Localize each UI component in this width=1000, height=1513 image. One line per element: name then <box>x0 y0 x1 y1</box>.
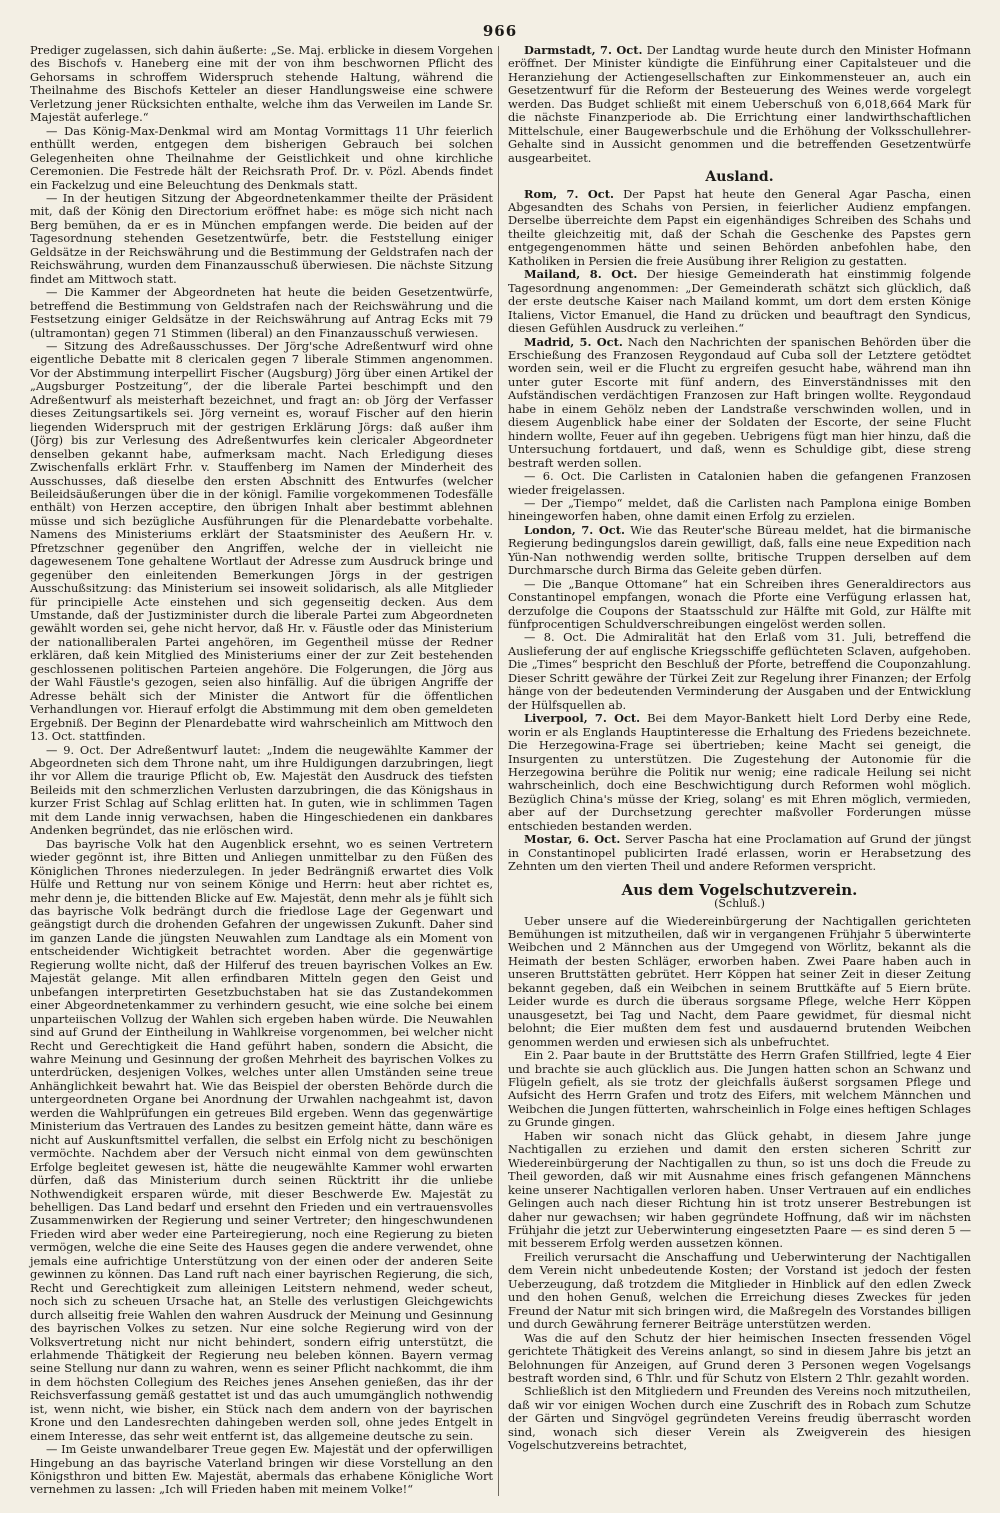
right-column <box>508 44 971 1484</box>
paragraph-text: — Der „Tiempo“ meldet, daß die Carlisten nach Pamplona einige Bomben hineingeworfen haben, ohne damit einen Erfolg zu erzielen. <box>508 495 971 524</box>
paragraph-text: Bei dem Mayor-Bankett hielt Lord Derby eine Rede, worin er als Englands Hauptinteresse die Erhaltung des Friedens bezeichnete. Die Herzegowina-Frage sei übertrieben; keine Macht sei geneigt, die Insurgenten zu unterstützen. Die Zugestehung der Autonomie für die Herzegowina berühre die Politik nur wenig; eine radicale Heilung sei nicht wahrscheinlich, doch eine Beschwichtigung durch Reformen wohl möglich. Bezüglich China's müsse der Krieg, solang' es mit Ehren möglich, vermieden, aber auf der Durchsetzung gerechter maßvoller Forderungen müsse entschieden bestanden werden. <box>508 711 971 833</box>
paragraph-text: Der hiesige Gemeinderath hat einstimmig folgende Tagesordnung angenommen: „Der Gemeinderath schätzt sich glücklich, daß der erste deutsche Kaiser nach Mailand kommt, um dort dem ersten Könige Italiens, Victor Emanuel, die Hand zu drücken und beauftragt den Syndicus, diesen Gefühlen Ausdruck zu verleihen.“ <box>508 267 971 336</box>
dateline: Madrid, 5. Oct. <box>524 334 623 349</box>
column-divider <box>498 46 499 1496</box>
left-column <box>30 43 493 1497</box>
paragraph-text: Der Papst hat heute den General Agar Pascha, einen Abgesandten des Schahs von Persien, in feierlicher Audienz empfangen. Derselbe überreichte dem Papst ein eigenhändiges Schreiben des Schahs und theilte gleichzeitig mit, daß der Schah die Geschenke des Papstes gern entgegengenommen hätte und seinen Behörden anbefohlen habe, den Katholiken in Persien die freie Ausübung ihrer Religion zu gestatten. <box>508 186 971 268</box>
news-paragraph <box>508 336 971 471</box>
dateline: London, 7. Oct. <box>524 522 625 537</box>
news-paragraph <box>508 1251 971 1332</box>
news-paragraph <box>30 838 493 1443</box>
paragraph-text: Freilich verursacht die Anschaffung und Ueberwinterung der Nachtigallen dem Verein nicht unbedeutende Kosten; der Vorstand ist jedoch der festen Ueberzeugung, daß trotzdem die Mitglieder in Hinblick auf den edlen Zweck und den hohen Genuß, welchen die Erreichung dieses Zweckes für jeden Freund der Natur mit sich bringen wird, die Maßregeln des Vorstandes billigen und durch Gewährung fernerer Beiträge unterstützen werden. <box>508 1249 971 1332</box>
news-paragraph <box>508 712 971 833</box>
news-paragraph <box>508 1385 971 1452</box>
paragraph-text: — 8. Oct. Die Admiralität hat den Erlaß vom 31. Juli, betreffend die Auslieferung der auf englische Kriegsschiffe geflüchteten Sclaven, aufgehoben. Die „Times“ bespricht den Beschluß der Pforte, betreffend die Couponzahlung. Dieser Schritt gewähre der Türkei Zeit zur Regelung ihrer Finanzen; der Erfolg hänge von der bedeutenden Verminderung der Ausgaben und der Entwicklung der Hülfsquellen ab. <box>508 630 971 712</box>
paragraph-text: Wie das Reuter'sche Büreau meldet, hat die birmanische Regierung bedingungslos darein gewilligt, daß, falls eine neue Expedition nach Yün-Nan nothwendig werden sollte, britische Truppen derselben auf dem Durchmarsche durch Birma das Geleite geben dürfen. <box>508 522 972 578</box>
news-paragraph <box>508 44 971 165</box>
news-paragraph <box>508 497 971 524</box>
page-number: 966 <box>482 22 518 40</box>
paragraph-text: — Sitzung des Adreßausschusses. Der Jörg'sche Adreßentwurf wird ohne eigentliche Debatte mit 8 clericalen gegen 7 liberale Stimmen angenommen. Vor der Abstimmung interpellirt Fischer (Augsburg) Jörg über einen Artikel der „Augsburger Postzeitung“, der die liberale Partei beschimpft und den Adreßentwurf als meisterhaft bezeichnet, und fragt an: ob Jörg der Verfasser dieses Zeitungsartikels sei. Jörg verneint es, worauf Fischer auf den hierin liegenden Widerspruch mit der gestrigen Erklärung Jörgs: daß außer ihm (Jörg) bis zur Verlesung des Adreßentwurfes kein clericaler Abgeordneter denselben gekannt habe, aufmerksam macht. Nach Erledigung dieses Zwischenfalls erklärt Frhr. v. Stauffenberg im Namen der Minderheit des Ausschusses, daß dieselbe den ersten Abschnitt des Entwurfes (welcher Beileidsäußerungen über die in der königl. Familie vorgekommenen Todesfälle enthält) von Herzen acceptire, den übrigen Inhalt aber bestimmt ablehnen müsse und sich bezügliche Ausführungen für die Plenardebatte vorbehalte. Namens des Ministeriums erklärt der Staatsminister des Aeußern Hr. v. Pfretzschner gegenüber den Angriffen, welche der in vielleicht nie dagewesenem Tone gehaltene Wortlaut der Adresse zum Ausdruck bringe und gegenüber den einleitenden Bemerkungen Jörgs in der gestrigen Ausschußsitzung: das Ministerium sei insoweit solidarisch, als alle Mitglieder für principielle Acte einstehen und sich gegenseitig decken. Aus dem Umstande, daß der Justizminister durch die liberale Partei zum Abgeordneten gewählt worden sei, gehe nicht hervor, daß Hr. v. Fäustle oder das Ministerium der nationalliberalen Partei angehören, im Gegentheil müsse der Redner erklären, daß kein Mitglied des Ministeriums einer der zur Zeit bestehenden geschlossenen politischen Parteien angehöre. Die Folgerungen, die Jörg aus der Wahl Fäustle's gezogen, seien also hinfällig. Auf die übrigen Angriffe der Adresse behält sich der Minister die Antwort für die öffentlichen Verhandlungen vor. Hierauf erfolgt die Abstimmung mit dem oben gemeldeten Ergebniß. Der Beginn der Plenardebatte wird wahrscheinlich am Mittwoch den 13. Oct. stattfinden. <box>30 338 493 744</box>
news-paragraph <box>508 524 971 578</box>
paragraph-text: Der Landtag wurde heute durch den Minister Hofmann eröffnet. Der Minister kündigte die Einführung einer Capitalsteuer und die Heranziehung der Actiengesellschaften zur Einkommensteuer an, auch ein Gesetzentwurf für die Reform der Besteuerung des Weines werde vorgelegt werden. Das Budget schließt mit einem Ueberschuß von 6,018,664 Mark für die nächste Finanzperiode ab. Die Errichtung einer landwirthschaftlichen Mittelschule, einer Baugewerbschule und die Erhöhung der Volksschullehrer-Gehalte sind in Aussicht genommen und die betreffenden Gesetzentwürfe ausgearbeitet. <box>508 43 971 165</box>
paragraph-text: Ueber unsere auf die Wiedereinbürgerung der Nachtigallen gerichteten Bemühungen ist mitzutheilen, daß wir in vergangenen Frühjahr 5 überwinterte Weibchen und 2 Männchen aus der Umgegend von Wörlitz, bekannt als die Heimath der besten Schläger, erworben haben. Zwei Paare haben auch in unseren Bruttstätten gebrütet. Herr Köppen hat seiner Zeit in dieser Zeitung bekannt gegeben, daß ein Weibchen in seinem Bruttkäfte auf 5 Eiern brüte. Leider wurde es durch die überaus sorgsame Pflege, welche Herr Köppen unausgesetzt, bei Tag und Nacht, dem Paare gewidmet, für diesmal nicht belohnt; die Eier mußten dem fest und ausdauernd brutenden Weibchen genommen werden und erwiesen sich als unbefruchtet. <box>508 913 971 1049</box>
news-paragraph <box>508 1049 971 1130</box>
paragraph-text: Nach den Nachrichten der spanischen Behörden über die Erschießung des Franzosen Reygondaud auf Cuba soll der Letztere getödtet worden sein, weil er die Flucht zu ergreifen gesucht habe, während man ihn unter guter Escorte mit fünf andern, des Einverständnisses mit den Aufständischen verdächtigen Franzosen zur Haft bringen wollte. Reygondaud habe in einem Gehölz neben der Landstraße verschwinden wollen, und in diesem Augenblick habe einer der Soldaten der Escorte, der seine Flucht hindern wollte, Feuer auf ihn gegeben. Uebrigens fügt man hier hinzu, daß die Untersuchung fortdauert, und daß, wenn es Schuldige gibt, diese streng bestraft werden sollen. <box>508 334 972 470</box>
news-paragraph <box>508 833 971 873</box>
paragraph-text: — In der heutigen Sitzung der Abgeordnetenkammer theilte der Präsident mit, daß der König den Directorium eröffnet habe: es möge sich nicht nach Berg bemühen, da er es in München empfangen werde. Die beiden auf der Tagesordnung stehenden Gesetzentwürfe, betr. die Feststellung einiger Geldsätze in der Reichswährung und die Bestimmung der Geldstrafen nach der Reichswährung, wurden dem Finanzausschuß überwiesen. Die nächste Sitzung findet am Mittwoch statt. <box>30 190 493 286</box>
paragraph-text: — Im Geiste unwandelbarer Treue gegen Ew. Majestät und der opferwilligen Hingebung an das bayrische Vaterland bringen wir diese Vorstellung an den Königsthron und bitten Ew. Majestät, abermals das erhabene Königliche Wort vernehmen zu lassen: „Ich will Frieden haben mit meinem Volke!“ <box>30 1442 493 1497</box>
paragraph-text: Das bayrische Volk hat den Augenblick ersehnt, wo es seinen Vertretern wieder gegönnt ist, ihre Bitten und Anliegen unmittelbar zu den Füßen des Königlichen Thrones niederzulegen. In jeder Bedrängniß erwartet dies Volk Hülfe und Rettung nur von seinem Könige und Herrn: heut aber richtet es, mehr denn je, die bittenden Blicke auf Ew. Majestät, denn mehr als je fühlt sich das bayrische Volk bedrängt durch die friedlose Lage der Gegenwart und geängstigt durch die drohenden Gefahren der ungewissen Zukunft. Daher sind im ganzen Lande die jüngsten Neuwahlen zum Landtage als ein Moment von entscheidender Wichtigkeit betrachtet worden. Aber die gegenwärtige Regierung wollte nicht, daß der Hilferuf des treuen bayrischen Volkes an Ew. Majestät gelange. Mit allen erfindbaren Mitteln gegen den Geist und unbefangen interpretirten Gesetzbuchstaben hat sie das Zustandekommen einer Abgeordnetenkammer zu verhindern gesucht, wie eine solche bei einem unparteiischen Vollzug der Wahlen sich ergeben haben würde. Die Neuwahlen sind auf Grund der Eintheilung in Wahlkreise vorgenommen, bei welcher nicht Recht und Gerechtigkeit die Hand geführt haben, sondern die Absicht, die wahre Meinung und Gesinnung der großen Mehrheit des bayrischen Volkes zu unterdrücken, desjenigen Volkes, welches unter allen Umständen seine treue Anhänglichkeit bewahrt hat. Wie das Beispiel der obersten Behörde durch die untergeordneten Organe bei Anordnung der Urwahlen nachgeahmt ist, davon werden die Wahlprüfungen ein getreues Bild ergeben. Wenn das gegenwärtige Ministerium das Vertrauen des Landes zu besitzen gemeint hätte, dann wäre es nicht auf Auskunftsmittel verfallen, die selbst ein Erfolg nicht zu beschönigen vermöchte. Nachdem aber der Versuch nicht einmal von dem gewünschten Erfolge begleitet gewesen ist, hätte die neugewählte Kammer wohl erwarten dürfen, daß das Ministerium durch seinen Rücktritt ihr die unliebe Nothwendigkeit ersparen würde, mit dieser Beschwerde Ew. Majestät zu behelligen. Das Land bedarf und ersehnt den Frieden und ein vertrauensvolles Zusammenwirken der Regierung und seiner Vertreter; den hingeschwundenen Frieden wird aber weder eine Parteiregierung, noch eine Regierung zu bieten vermögen, welche die eine Seite des Hauses gegen die andere verwendet, ohne jemals eine aufrichtige Unterstützung von der einen oder der anderen Seite gewinnen zu können. Das Land ruft nach einer bayrischen Regierung, die sich, Recht und Gerechtigkeit zum alleinigen Leitstern nehmend, weder scheut, noch sich zu scheuen Ursache hat, an Stelle des verlustigen Gleichgewichts durch allseitig freie Wahlen den wahren Ausdruck der Meinung und Gesinnung des bayrischen Volkes zu setzen. Nur eine solche Regierung wird von der Volksvertretung nicht nur nicht behindert, sondern eifrig unterstützt, die erlahmende Thätigkeit der Regierung neu beleben können. Bayern vermag seine Stellung nur dann zu wahren, wenn es seiner Pflicht nachkommt, die ihm in dem höchsten Collegium des Reiches jenes Ansehen genießen, das ihr der Reichsverfassung gemäß gestattet ist und das auch umumgänglich nothwendig ist, wenn nicht, wie bisher, ein Stück nach dem andern von der bayrischen Krone und den Landesrechten dahingeben werden soll, ohne jedes Entgelt in einem Interesse, das sehr weit entfernt ist, das allgemeine deutsche zu sein. <box>30 836 493 1443</box>
paragraph-text: — Die „Banque Ottomane“ hat ein Schreiben ihres Generaldirectors aus Constantinopel empfangen, wonach die Pforte eine Verfügung erlassen hat, derzufolge die Coupons der Staatsschuld zur Hälfte mit Gold, zur Hälfte mit fünfprocentigen Schuldverschreibungen eingelöst werden sollen. <box>508 576 971 632</box>
paragraph-text: — Die Kammer der Abgeordneten hat heute die beiden Gesetzentwürfe, betreffend die Bestimmung von Geldstrafen nach der Reichswährung und die Festsetzung einiger Geldsätze in der Reichswährung auf Antrag Ecks mit 79 (ultramontan) gegen 71 Stimmen (liberal) an den Finanzausschuß verwiesen. <box>30 285 493 340</box>
news-paragraph <box>30 125 493 192</box>
article-subtitle: (Schluß.) <box>714 897 765 911</box>
news-paragraph <box>30 1443 493 1497</box>
news-paragraph <box>508 470 971 497</box>
dateline: Mostar, 6. Oct. <box>524 832 621 847</box>
paragraph-text: Was die auf den Schutz der hier heimischen Insecten fressenden Vögel gerichtete Thätigkeit des Vereins anlangt, so sind in diesem Jahre bis jetzt an Belohnungen für Anzeigen, auf Grund deren 3 Personen wegen Vogelsangs bestraft worden sind, 6 Thlr. und für Schutz von Elstern 2 Thlr. gezahlt worden. <box>508 1330 971 1385</box>
news-paragraph <box>508 268 971 335</box>
paragraph-text: Server Pascha hat eine Proclamation auf Grund der jüngst in Constantinopel publicirten Iradé erlassen, worin er Herabsetzung des Zehnten um den vierten Theil und andere Reformen verspricht. <box>508 832 971 874</box>
news-paragraph <box>30 744 493 838</box>
news-paragraph <box>508 631 971 712</box>
paragraph-text: Prediger zugelassen, sich dahin äußerte: „Se. Maj. erblicke in diesem Vorgehen des Bischofs v. Haneberg eine mit der von ihm beschwornen Pflicht des Gehorsams in schroffem Widerspruch stehende Haltung, während die Theilnahme des Bischofs Ketteler an dieser Handlungsweise eine schwere Verletzung jener Rücksichten enthalte, welche ihm das Verweilen im Lande Sr. Majestät auferlege.“ <box>30 43 493 125</box>
news-paragraph <box>508 915 971 1050</box>
news-paragraph <box>508 1130 971 1251</box>
news-paragraph <box>30 192 493 286</box>
paragraph-text: Ein 2. Paar baute in der Bruttstätte des Herrn Grafen Stillfried, legte 4 Eier und brachte sie auch glücklich aus. Die Jungen hatten schon an Schwanz und Flügeln gefielt, als sie trotz der gleichfalls äußerst sorgsamen Pflege und Aufsicht des Herrn Grafen und trotz des Eifers, mit welchem Männchen und Weibchen die Jungen fütterten, wahrscheinlich in Folge eines heftigen Schlages zu Grunde gingen. <box>508 1048 971 1130</box>
paragraph-text: — 9. Oct. Der Adreßentwurf lautet: „Indem die neugewählte Kammer der Abgeordneten sich dem Throne naht, um ihre Huldigungen darzubringen, liegt ihr vor Allem die traurige Pflicht ob, Ew. Majestät den Ausdruck des tiefsten Beileids mit den schmerzlichen Verlusten darzubringen, die das Königshaus in kurzer Frist Schlag auf Schlag erlitten hat. In guten, wie in schlimmen Tagen mit dem Lande innig verwachsen, haben die Hingeschiedenen ein dankbares Andenken begründet, das nie erlöschen wird. <box>30 742 493 838</box>
dateline: Liverpool, 7. Oct. <box>524 711 641 726</box>
paragraph-text: — 6. Oct. Die Carlisten in Catalonien haben die gefangenen Franzosen wieder freigelassen. <box>508 469 971 497</box>
paragraph-text: — Das König-Max-Denkmal wird am Montag Vormittags 11 Uhr feierlich enthüllt werden, entgegen dem bisherigen Gebrauch bei solchen Gelegenheiten ohne Theilnahme der Geistlichkeit und ohne kirchliche Ceremonien. Die Festrede hält der Reichsrath Prof. Dr. v. Pözl. Abends findet ein Fackelzug und eine Beleuchtung des Denkmals statt. <box>30 123 493 192</box>
article-title: Aus dem Vogelschutzverein. <box>621 880 858 899</box>
dateline: Darmstadt, 7. Oct. <box>524 43 643 57</box>
news-paragraph <box>30 44 493 125</box>
dateline: Rom, 7. Oct. <box>524 186 614 201</box>
news-paragraph <box>30 286 493 340</box>
news-paragraph <box>508 188 971 269</box>
news-paragraph <box>508 1332 971 1386</box>
paragraph-text: Schließlich ist den Mitgliedern und Freunden des Vereins noch mitzutheilen, daß wir vor einigen Wochen durch eine Zuschrift des in Robach zum Schutze der Gärten und Singvögel gegründeten Vereins freudig überrascht worden sind, wonach sich dieser Verein als Zweigverein des hiesigen Vogelschutzvereins betrachtet, <box>508 1384 971 1453</box>
news-paragraph <box>508 578 971 632</box>
paragraph-text: Haben wir sonach nicht das Glück gehabt, in diesem Jahre junge Nachtigallen zu erziehen und damit den ersten sicheren Schritt zur Wiedereinbürgerung der Nachtigallen zu thun, so ist uns doch die Freude zu Theil geworden, daß wir mit Ausnahme eines frisch gefangenen Männchens keine unserer Nachtigallen verloren haben. Unser Vertrauen auf ein endliches Gelingen auch nach dieser Richtung hin ist trotz unserer Bestrebungen ist daher nur gewachsen; wir haben gegründete Hoffnung, daß wir im nächsten Frühjahr die jetzt zur Ueberwinterung eingesetzten Paare — es sind deren 5 — mit besserem Erfolg werden aussetzen können. <box>508 1128 971 1251</box>
section-heading: Ausland. <box>705 169 774 186</box>
news-paragraph <box>30 340 493 744</box>
dateline: Mailand, 8. Oct. <box>524 267 638 282</box>
